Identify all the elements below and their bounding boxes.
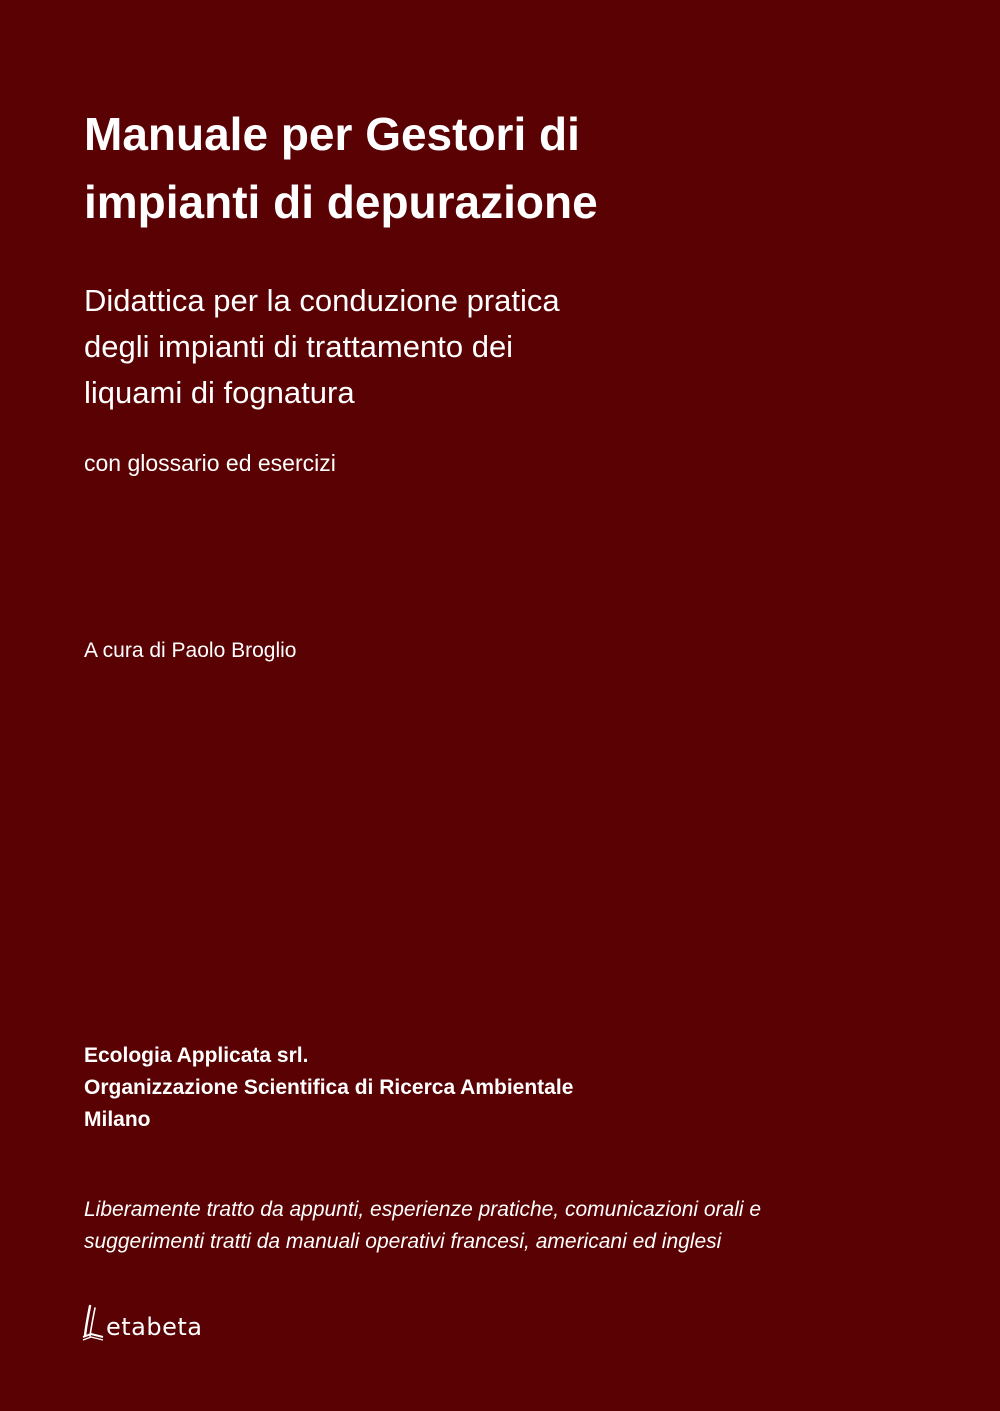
glossary-note: con glossario ed esercizi xyxy=(84,450,336,476)
book-title-line: Manuale per Gestori di xyxy=(84,108,580,160)
publisher-line: Ecologia Applicata srl. xyxy=(84,1044,309,1067)
book-quill-icon xyxy=(82,1304,104,1342)
source-credits-line: Liberamente tratto da appunti, esperienze pratiche, comunicazioni orali e xyxy=(84,1198,762,1221)
publisher-logo-text: etabeta xyxy=(106,1313,203,1341)
publisher-line: Organizzazione Scientifica di Ricerca Ambientale xyxy=(84,1076,574,1099)
editor-credit: A cura di Paolo Broglio xyxy=(84,639,297,662)
publisher-line: Milano xyxy=(84,1108,151,1131)
book-subtitle-line: degli impianti di trattamento dei xyxy=(84,329,514,364)
book-subtitle-line: Didattica per la conduzione pratica xyxy=(84,283,560,318)
publisher-logo xyxy=(82,1302,203,1342)
source-credits-line: suggerimenti tratti da manuali operativi francesi, americani ed inglesi xyxy=(84,1230,722,1253)
publisher-block xyxy=(84,1040,573,1136)
source-credits xyxy=(84,1194,964,1258)
book-title xyxy=(84,100,904,236)
book-subtitle-line: liquami di fognatura xyxy=(84,375,355,410)
book-subtitle xyxy=(84,278,904,416)
book-title-line: impianti di depurazione xyxy=(84,176,598,228)
